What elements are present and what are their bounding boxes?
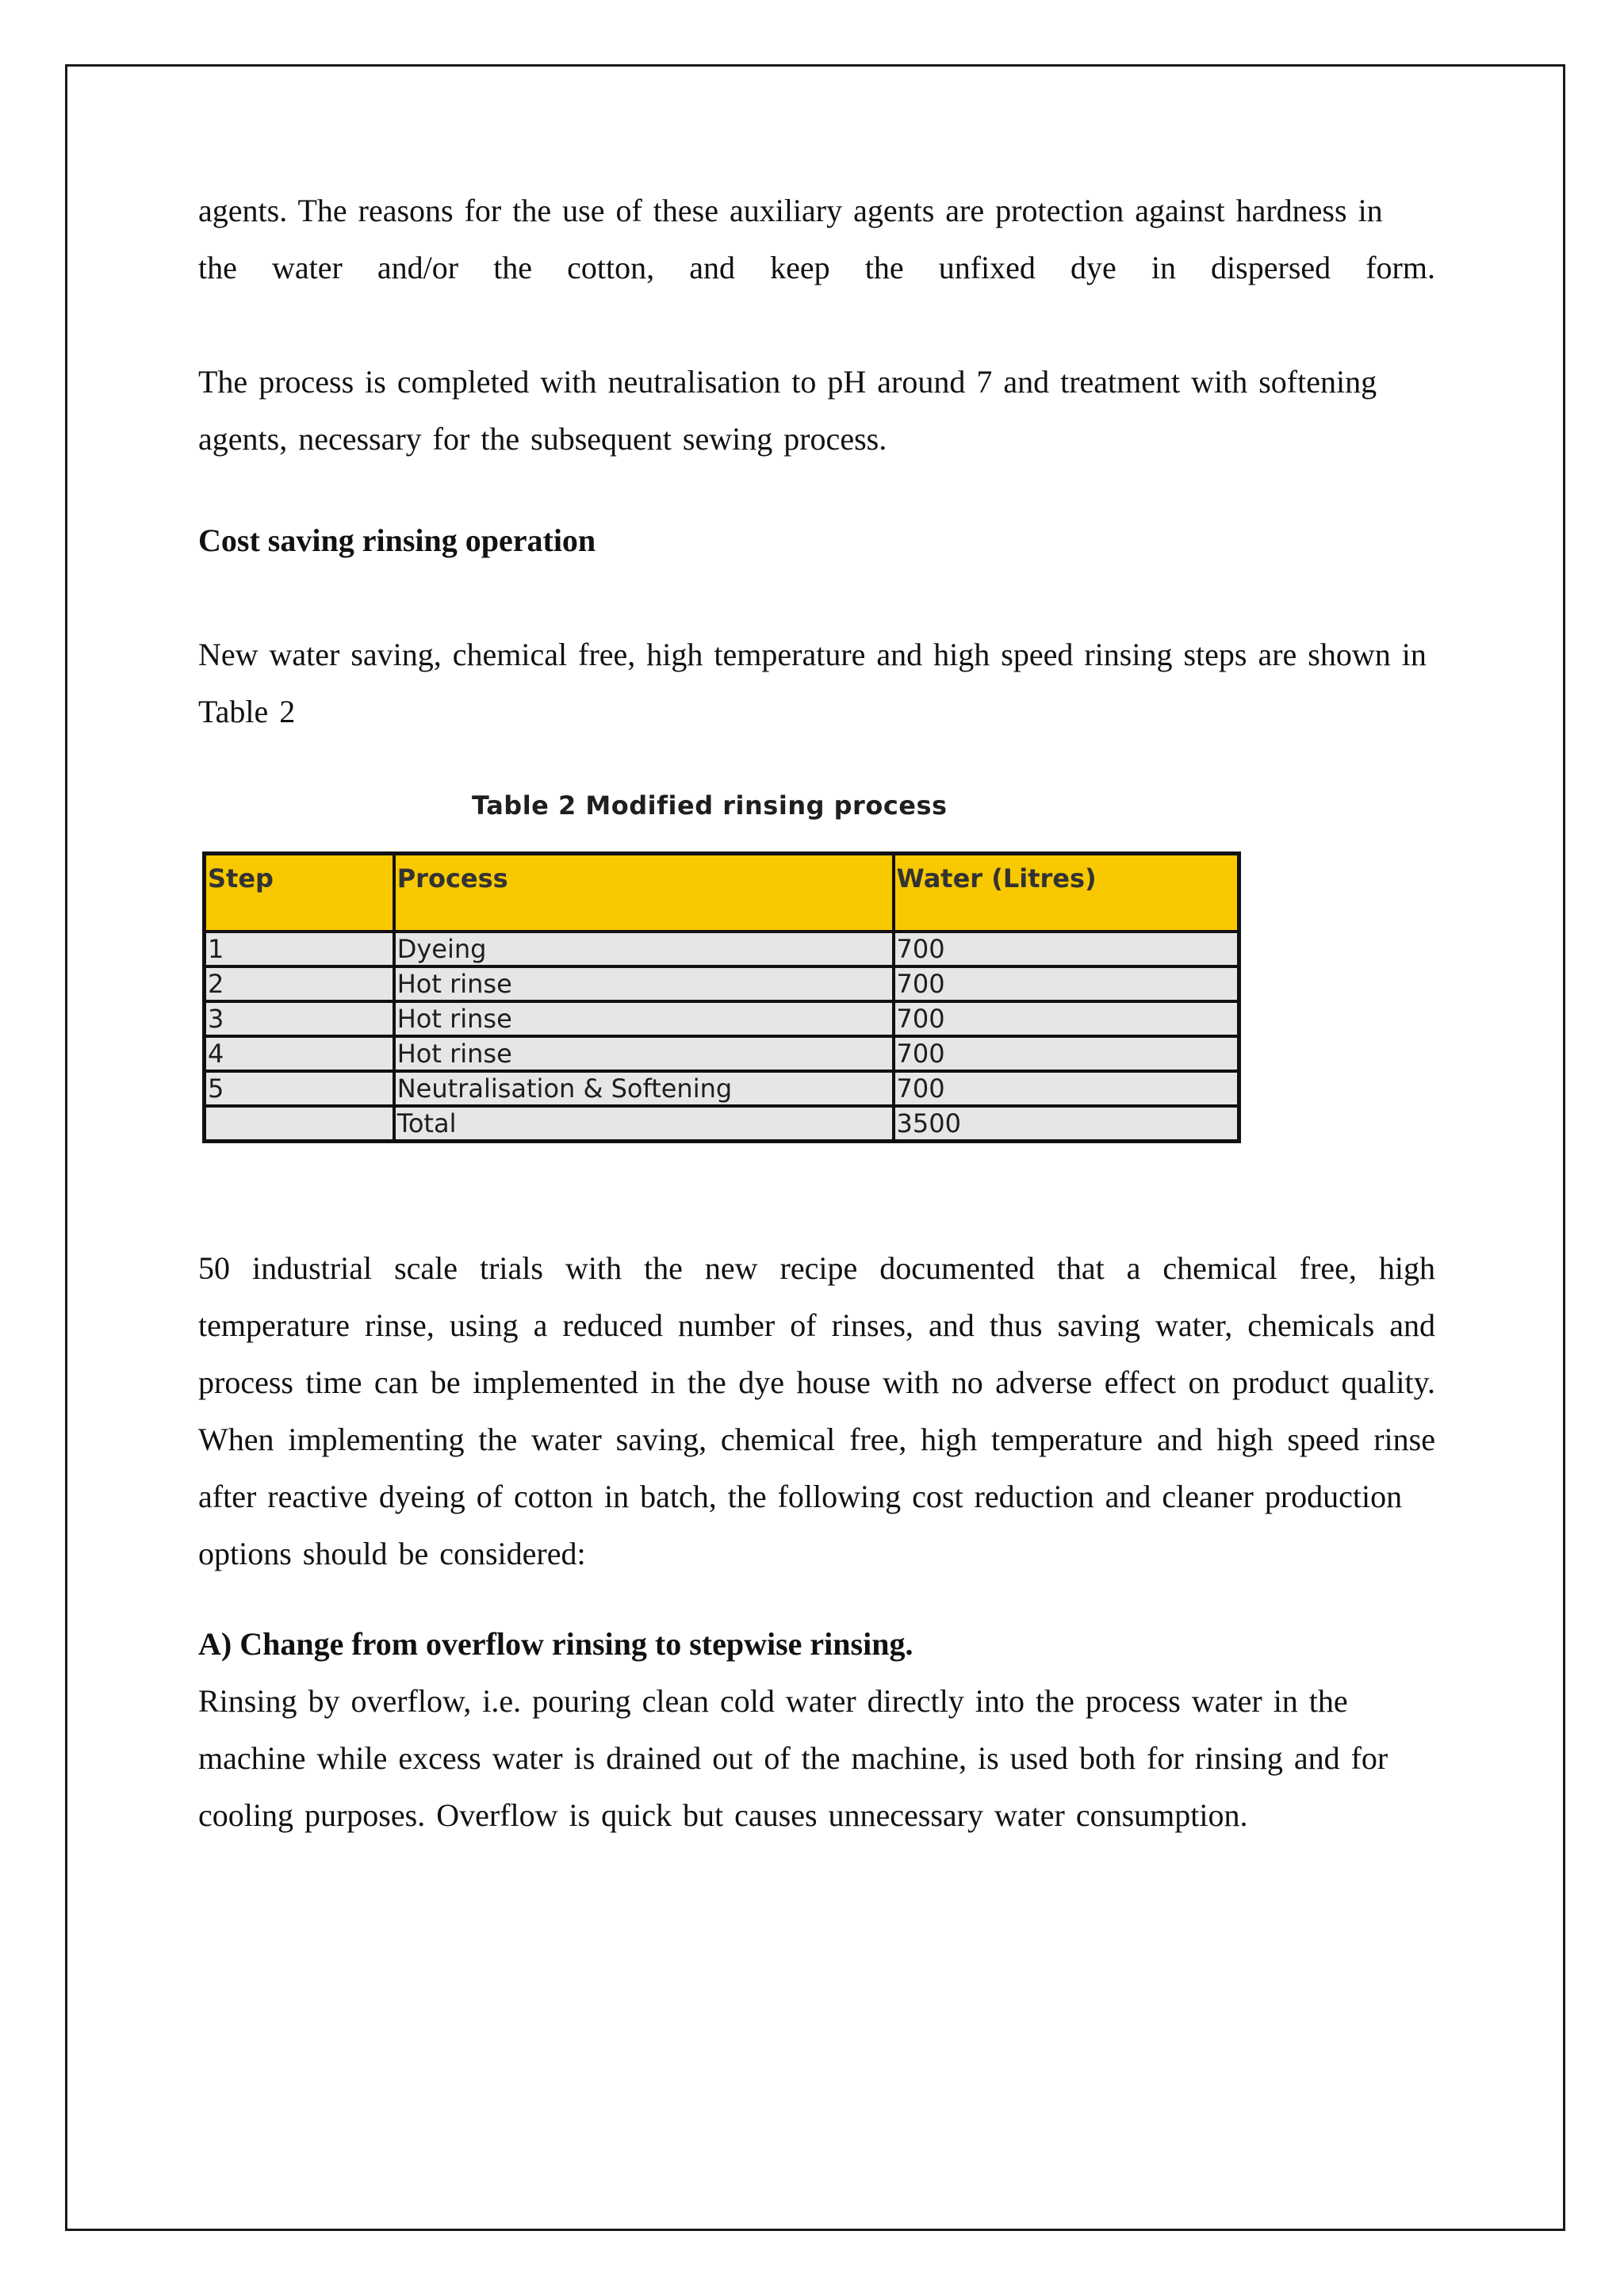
paragraph-new-rinsing-steps: [198, 626, 1435, 740]
table-row: [205, 1036, 1239, 1071]
text-line: machine while excess water is drained out of the machine, is used both for rinsing and for: [198, 1740, 1388, 1776]
header-process: Process: [394, 854, 894, 932]
table-row: [205, 1071, 1239, 1106]
paragraph-overflow-rinsing: [198, 1673, 1435, 1844]
text-line: agents. The reasons for the use of these auxiliary agents are protection against hardness in: [198, 193, 1383, 228]
paragraph-auxiliary-agents: [198, 182, 1435, 297]
cell-water: 700: [894, 1071, 1239, 1106]
cell-step: 3: [205, 1001, 394, 1036]
cell-process: Hot rinse: [394, 1001, 894, 1036]
section-heading-cost-saving: Cost saving rinsing operation: [198, 522, 596, 558]
cell-process: Dyeing: [394, 932, 894, 966]
cell-step: 5: [205, 1071, 394, 1106]
cell-water: 700: [894, 932, 1239, 966]
table-total-row: [205, 1106, 1239, 1142]
table-row: [205, 1001, 1239, 1036]
table-caption: Table 2 Modified rinsing process: [472, 790, 948, 821]
table-row: [205, 932, 1239, 966]
cell-water: 700: [894, 966, 1239, 1001]
header-water: Water (Litres): [894, 854, 1239, 932]
cell-water: 700: [894, 1036, 1239, 1071]
cell-water-total: 3500: [894, 1106, 1239, 1142]
cell-water: 700: [894, 1001, 1239, 1036]
cell-process: Neutralisation & Softening: [394, 1071, 894, 1106]
section-heading-stepwise-rinsing: A) Change from overflow rinsing to stepwise rinsing.: [198, 1626, 914, 1662]
text-line: options should be considered:: [198, 1536, 586, 1571]
rinsing-process-table: [202, 851, 1241, 1143]
cell-process: Total: [394, 1106, 894, 1142]
cell-process: Hot rinse: [394, 1036, 894, 1071]
text-line: the water and/or the cotton, and keep the unfixed dye in dispersed form.: [198, 250, 1435, 285]
text-line: Table 2: [198, 694, 296, 729]
paragraph-neutralisation: [198, 354, 1435, 468]
table-header-row: [205, 854, 1239, 932]
text-line: Rinsing by overflow, i.e. pouring clean cold water directly into the process water in the: [198, 1683, 1348, 1719]
text-line: agents, necessary for the subsequent sewing process.: [198, 421, 887, 457]
cell-step: 1: [205, 932, 394, 966]
text-line: cooling purposes. Overflow is quick but causes unnecessary water consumption.: [198, 1797, 1248, 1833]
paragraph-industrial-trials: [198, 1240, 1435, 1582]
cell-step: [205, 1106, 394, 1142]
cell-process: Hot rinse: [394, 966, 894, 1001]
text-line: The process is completed with neutralisation to pH around 7 and treatment with softening: [198, 364, 1377, 400]
cell-step: 2: [205, 966, 394, 1001]
table-row: [205, 966, 1239, 1001]
text-line: New water saving, chemical free, high temperature and high speed rinsing steps are shown in: [198, 637, 1427, 672]
cell-step: 4: [205, 1036, 394, 1071]
header-step: Step: [205, 854, 394, 932]
table-figure: [202, 785, 1241, 1143]
text-block: 50 industrial scale trials with the new recipe documented that a chemical free, high temperature rinse, using a reduced number of rinses, and thus saving water, chemicals and process time can be implemented in the dye house with no adverse effect on product quality. When implementing the water saving, chemical free, high temperature and high speed rinse after reactive dyeing of cotton in batch, the following cost reduction and cleaner production: [198, 1250, 1435, 1514]
